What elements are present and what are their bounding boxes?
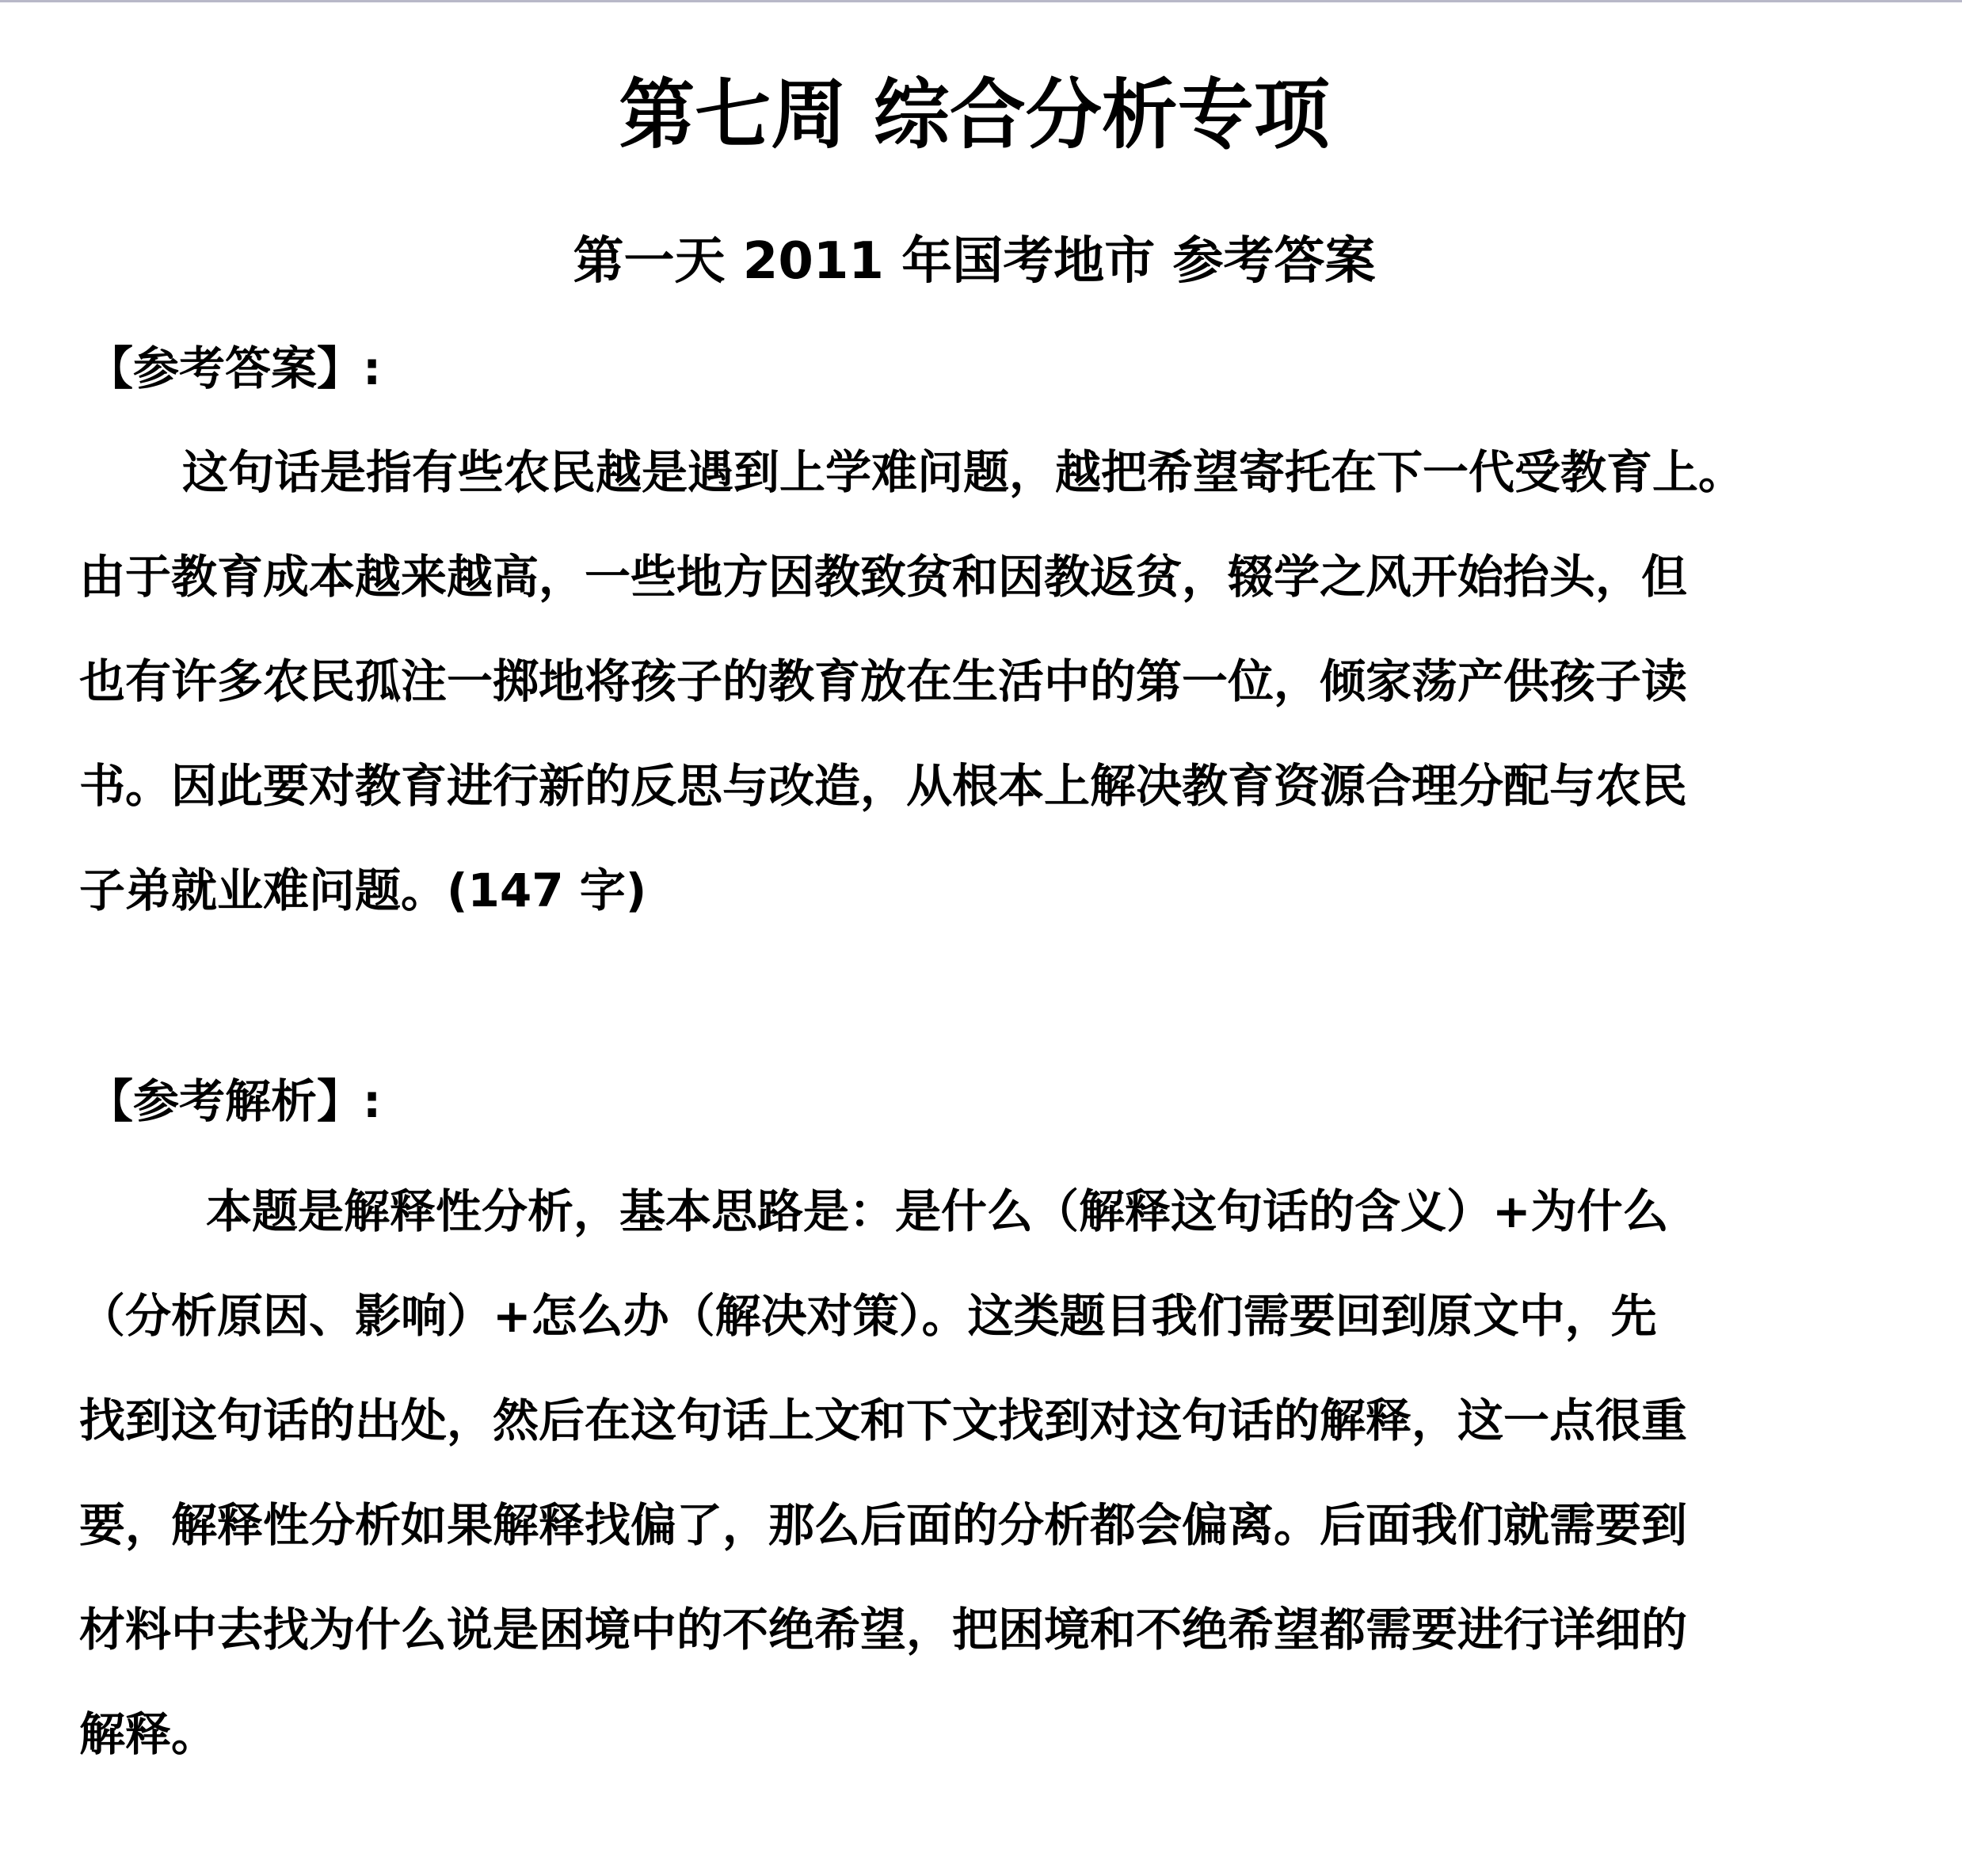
answer-line: 子弟就业难问题。(147 字) <box>79 864 647 917</box>
analysis-line: 要，解释性分析如果解释找偏了，那么后面的分析都会偏离。后面我们就需要到 <box>79 1498 1688 1552</box>
answer-paragraph <box>79 420 1869 943</box>
analysis-line: 材料中去找为什么说是困境中的不绝希望，把困境和不绝希望都需要进行详细的 <box>79 1603 1688 1657</box>
analysis-line: （分析原因、影响）+怎么办（解决对策）。这类题目我们需要回到原文中，先 <box>79 1289 1657 1343</box>
answer-line: 由于教育成本越来越高，一些地方因教致贫和因教返贫，辍学之风开始抬头，但 <box>79 550 1688 604</box>
answer-section-heading: 【参考答案】: <box>87 341 382 395</box>
top-border-line <box>0 0 1962 2</box>
analysis-line: 本题是解释性分析，基本思路是：是什么（解释这句话的含义）+为什么 <box>206 1184 1669 1238</box>
analysis-line: 解释。 <box>79 1707 218 1761</box>
analysis-section-heading: 【参考解析】: <box>87 1074 382 1128</box>
answer-line: 书。因此要对教育进行新的反思与改造，从根本上解决教育资源合理分配与农民 <box>79 759 1688 813</box>
document-subtitle: 第一天 2011 年国考地市 参考答案 <box>573 232 1376 291</box>
answer-line: 这句话是指有些农民越是遇到上学难问题，越把希望寄托在下一代受教育上。 <box>182 445 1745 499</box>
document-title: 第七周 综合分析专项 <box>619 71 1330 159</box>
answer-line: 也有许多农民孤注一掷地将孩子的教育放在生活中的第一位，倾家荡产供孩子读 <box>79 654 1688 708</box>
analysis-line: 找到这句话的出处，然后在这句话上文和下文找到对这句话的解释，这一点很重 <box>79 1394 1688 1447</box>
analysis-paragraph <box>79 1159 1869 1786</box>
